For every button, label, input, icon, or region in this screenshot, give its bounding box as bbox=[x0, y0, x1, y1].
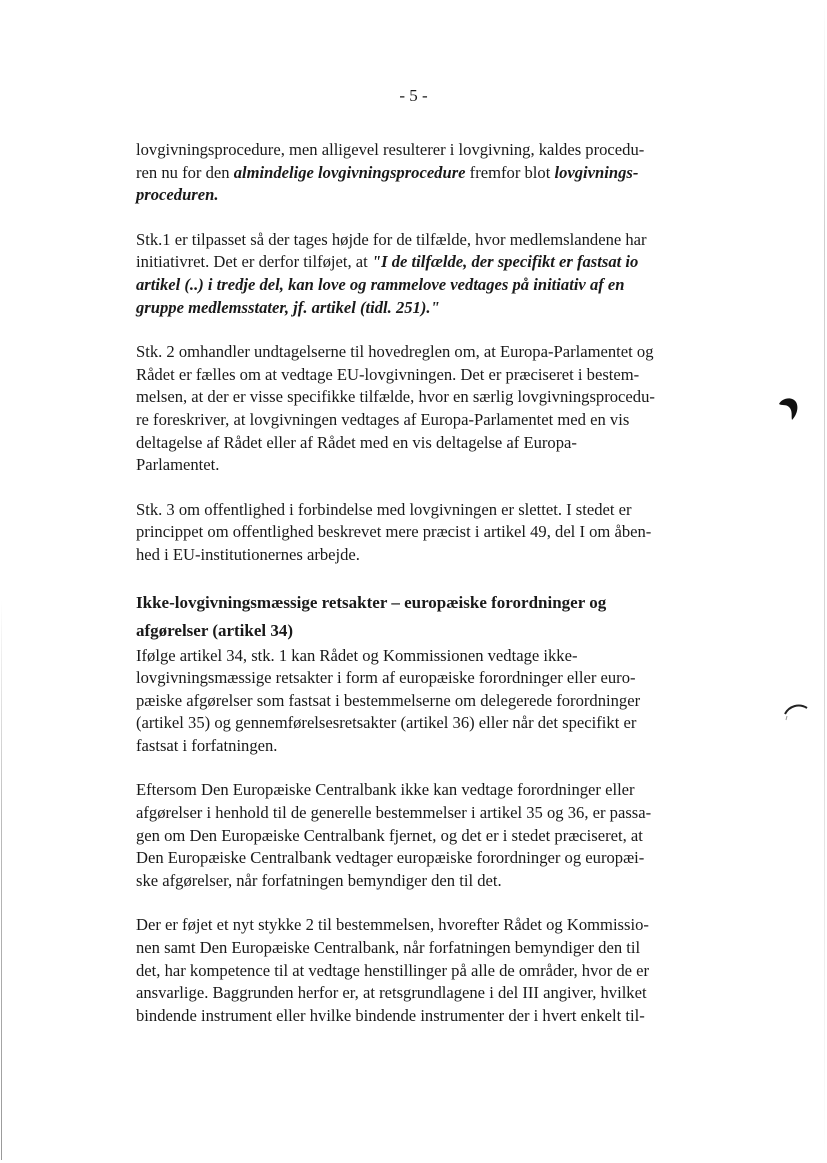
text-line: pæiske afgørelser som fastsat i bestemmelserne om delegerede forordninger bbox=[136, 690, 641, 710]
emphasis-text: almindelige lovgivningsprocedure bbox=[233, 162, 466, 182]
heading-line: afgørelser (artikel 34) bbox=[136, 620, 294, 640]
text-line: melsen, at der er visse specifikke tilfælde, hvor en særlig lovgivningsprocedu- bbox=[136, 387, 655, 407]
text-line: hed i EU-institutionernes arbejde. bbox=[136, 544, 360, 564]
paragraph-7 bbox=[136, 914, 726, 1027]
text-line: Stk. 2 omhandler undtagelserne til hovedreglen om, at Europa-Parlamentet og bbox=[136, 342, 654, 362]
scan-edge-right bbox=[824, 0, 825, 1163]
text-line: gen om Den Europæiske Centralbank fjernet, og det er i stedet præciseret, at bbox=[136, 825, 643, 845]
emphasis-text: artikel (..) i tredje del, kan love og rammelove vedtages på initiativ af en bbox=[136, 274, 625, 294]
text-line: ske afgørelser, når forfatningen bemyndiger den til det. bbox=[136, 870, 502, 890]
paragraph-3 bbox=[136, 341, 726, 477]
text-line: lovgivningsprocedure, men alligevel resulterer i lovgivning, kaldes procedu- bbox=[136, 140, 645, 159]
text-line: (artikel 35) og gennemførelsesretsakter (artikel 36) eller når det specifikt er bbox=[136, 713, 637, 733]
heading-line: Ikke-lovgivningsmæssige retsakter – europæiske forordninger og bbox=[136, 592, 607, 612]
text-span: ren nu for den bbox=[136, 162, 234, 182]
text-line bbox=[136, 251, 726, 274]
text-line: afgørelser i henhold til de generelle bestemmelser i artikel 35 og 36, er passa- bbox=[136, 803, 652, 823]
text-line bbox=[136, 162, 726, 185]
text-line: Stk. 3 om offentlighed i forbindelse med lovgivningen er slettet. I stedet er bbox=[136, 499, 632, 519]
text-line: nen samt Den Europæiske Centralbank, når forfatningen bemyndiger den til bbox=[136, 938, 641, 958]
text-line: bindende instrument eller hvilke bindende instrumenter der i hvert enkelt til- bbox=[136, 1005, 645, 1025]
text-line: Parlamentet. bbox=[136, 455, 220, 475]
punch-hole-edge-icon bbox=[783, 700, 809, 722]
text-line: deltagelse af Rådet eller af Rådet med en vis deltagelse af Europa- bbox=[136, 432, 577, 452]
text-line: Den Europæiske Centralbank vedtager europæiske forordninger og europæi- bbox=[136, 848, 645, 868]
punch-hole-mark-icon bbox=[776, 396, 800, 422]
paragraph-6 bbox=[136, 779, 726, 892]
paragraph-2 bbox=[136, 229, 726, 319]
text-span: fremfor blot bbox=[465, 162, 555, 182]
text-span: initiativret. Det er derfor tilføjet, at bbox=[136, 252, 372, 272]
emphasis-text: proceduren. bbox=[136, 185, 219, 205]
paragraph-4 bbox=[136, 499, 726, 567]
emphasis-text: lovgivnings- bbox=[554, 162, 639, 182]
text-line: Ifølge artikel 34, stk. 1 kan Rådet og Kommissionen vedtage ikke- bbox=[136, 645, 578, 665]
section-heading bbox=[136, 589, 726, 645]
paragraph-1 bbox=[136, 139, 726, 207]
text-line: det, har kompetence til at vedtage henstillinger på alle de områder, hvor de er bbox=[136, 960, 650, 980]
page-number: - 5 - bbox=[399, 86, 428, 105]
emphasis-text: "I de tilfælde, der specifikt er fastsat io bbox=[371, 252, 639, 272]
text-line: princippet om offentlighed beskrevet mere præcist i artikel 49, del I om åben- bbox=[136, 522, 652, 542]
text-line: Eftersom Den Europæiske Centralbank ikke kan vedtage forordninger eller bbox=[136, 780, 635, 800]
scan-edge-left bbox=[1, 600, 2, 1160]
text-line: lovgivningsmæssige retsakter i form af europæiske forordninger eller euro- bbox=[136, 668, 636, 688]
text-line: fastsat i forfatningen. bbox=[136, 735, 278, 755]
emphasis-text: gruppe medlemsstater, jf. artikel (tidl. 251)." bbox=[136, 297, 440, 317]
text-line: ansvarlige. Baggrunden herfor er, at retsgrundlagene i del III angiver, hvilket bbox=[136, 983, 647, 1003]
paragraph-5 bbox=[136, 645, 726, 758]
text-line: Rådet er fælles om at vedtage EU-lovgivningen. Det er præciseret i bestem- bbox=[136, 364, 640, 384]
document-body bbox=[136, 139, 726, 1049]
text-line: Der er føjet et nyt stykke 2 til bestemmelsen, hvorefter Rådet og Kommissio- bbox=[136, 915, 649, 935]
text-line: re foreskriver, at lovgivningen vedtages af Europa-Parlamentet med en vis bbox=[136, 409, 630, 429]
text-line: Stk.1 er tilpasset så der tages højde for de tilfælde, hvor medlemslandene har bbox=[136, 229, 647, 249]
